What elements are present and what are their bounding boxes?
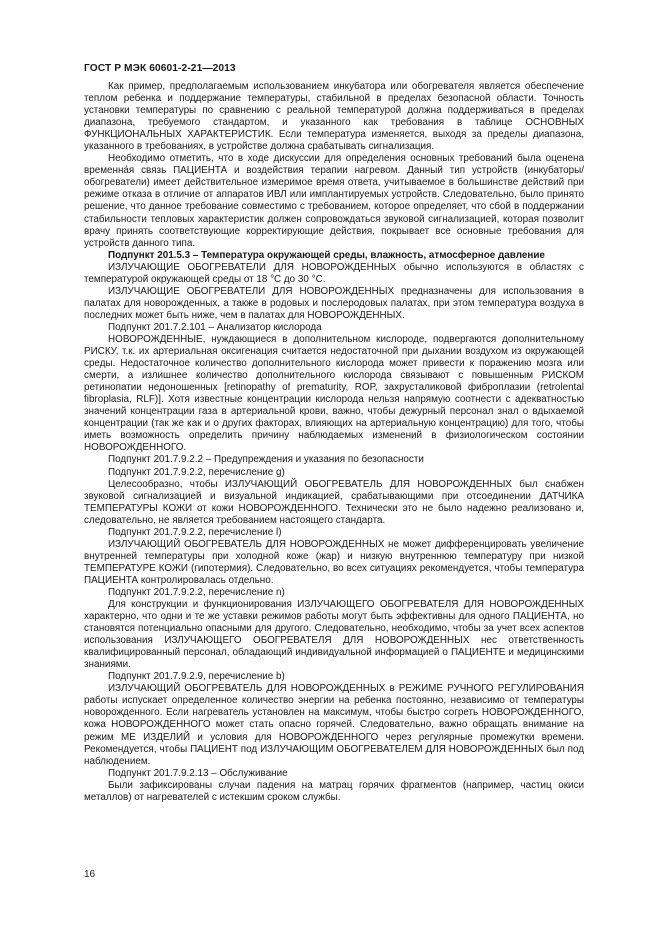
paragraph: Целесообразно, чтобы ИЗЛУЧАЮЩИЙ ОБОГРЕВАТЕЛЬ ДЛЯ НОВОРОЖДЕННЫХ был снабжен звуковой сигнализацией и визуальной индикацией, срабатывающими при отсоединении ДАТЧИКА ТЕМПЕРАТУРЫ КОЖИ от кожи НОВОРОЖДЕННОГО. Технически это не было надежно реализовано и, следовательно, не является требованием настоящего стандарта.	[84, 478, 584, 526]
paragraph: Как пример, предполагаемым использованием инкубатора или обогревателя является обеспечение теплом ребенка и поддержание температуры, стабильной в пределах безопасной области. Точность установки температуры по сравнению с реальной температурой должна поддерживаться в пределах диапазона, требуемого стандартом, и указанного как требования в таблице ОСНОВНЫХ ФУНКЦИОНАЛЬНЫХ ХАРАКТЕРИСТИК. Если температура изменяется, выходя за пределы диапазона, указанного в требованиях, в устройстве должна срабатывать сигнализация.	[84, 81, 584, 153]
document-body	[84, 81, 584, 804]
subsection-heading: Подпункт 201.7.9.2.2 – Предупреждения и указания по безопасности	[108, 454, 424, 466]
subsection-heading: Подпункт 201.7.9.2.2, перечисление g)	[108, 466, 285, 478]
subsection-heading: Подпункт 201.7.9.2.13 – Обслуживание	[108, 767, 288, 779]
paragraph: ИЗЛУЧАЮЩИЙ ОБОГРЕВАТЕЛЬ ДЛЯ НОВОРОЖДЕННЫХ не может дифференцировать увеличение внутренней температуры при холодной коже (жар) и низкую внутреннюю температуру при низкой ТЕМПЕРАТУРЕ КОЖИ (гипотермия). Следовательно, во всех ситуациях рекомендуется, чтобы температура ПАЦИЕНТА контролировалась отдельно.	[84, 538, 584, 586]
paragraph: Были зафиксированы случаи падения на матрац горячих фрагментов (например, частиц окиси металлов) от нагревателей с истекшим сроком службы.	[84, 779, 584, 803]
page-number: 16	[84, 869, 96, 880]
subsection-heading: Подпункт 201.7.9.2.2, перечисление l)	[108, 526, 282, 538]
subsection-heading: Подпункт 201.7.9.2.2, перечисление n)	[108, 586, 285, 598]
standard-header: ГОСТ Р МЭК 60601-2-21—2013	[84, 63, 236, 74]
paragraph: ИЗЛУЧАЮЩИЙ ОБОГРЕВАТЕЛЬ ДЛЯ НОВОРОЖДЕННЫХ в РЕЖИМЕ РУЧНОГО РЕГУЛИРОВАНИЯ работы испускает определенное количество энергии на ребенка постоянно, независимо от температуры новорожденного. Если нагреватель установлен на максимум, чтобы быстро согреть НОВОРОЖДЕННОГО, кожа НОВОРОЖДЕННОГО может стать опасно горячей. Следовательно, важно обращать внимание на режим МЕ ИЗДЕЛИЙ и условия для НОВОРОЖДЕННОГО через регулярные промежутки времени. Рекомендуется, чтобы ПАЦИЕНТ под ИЗЛУЧАЮЩИМ ОБОГРЕВАТЕЛЕМ ДЛЯ НОВОРОЖДЕННЫХ был под наблюдением.	[84, 683, 584, 767]
paragraph: НОВОРОЖДЕННЫЕ, нуждающиеся в дополнительном кислороде, подвергаются дополнительному РИСКУ, т.к. их артериальная оксигенация считается недостаточной при дыхании воздухом из окружающей среды. Недостаточное количество дополнительного кислорода может привести к поражению мозга или смерти, а излишнее количество дополнительного кислорода связывают с повышенным РИСКОМ ретинопатии недоношенных [retinopathy of prematurity, ROP, захрусталиковой фиброплазии (retrolental fibroplasia, RLF)]. Хотя известные концентрации кислорода нельзя напрямую соотнести с адекватностью значений концентрации газа в артериальной крови, важно, чтобы дежурный персонал знал о вдыхаемой концентрации (так же как и о других факторах, влияющих на артериальную концентрацию) для того, чтобы иметь возможность определить причину наблюдаемых изменений в физиологическом состоянии НОВОРОЖДЕННОГО.	[84, 333, 584, 454]
paragraph: ИЗЛУЧАЮЩИЕ ОБОГРЕВАТЕЛИ ДЛЯ НОВОРОЖДЕННЫХ предназначены для использования в палатах для новорожденных, а также в родовых и послеродовых палатах, при этом температура воздуха в последних может быть ниже, чем в палатах для НОВОРОЖДЕННЫХ.	[84, 285, 584, 321]
subsection-heading: Подпункт 201.7.2.101 – Анализатор кислорода	[108, 321, 322, 333]
paragraph: Для конструкции и функционирования ИЗЛУЧАЮЩЕГО ОБОГРЕВАТЕЛЯ ДЛЯ НОВОРОЖДЕННЫХ характерно, что одни и те же уставки режимов работы могут быть эффективны для одного ПАЦИЕНТА, но становятся потенциально опасными для другого. Следовательно, необходимо, чтобы за учет всех аспектов использования ИЗЛУЧАЮЩЕГО ОБОГРЕВАТЕЛЯ ДЛЯ НОВОРОЖДЕННЫХ нес ответственность квалифицированный персонал, обладающий индивидуальной информацией о ПАЦИЕНТЕ и медицинскими знаниями.	[84, 599, 584, 671]
paragraph: Необходимо отметить, что в ходе дискуссии для определения основных требований была оценена временна́я связь ПАЦИЕНТА и воздействия терапии нагревом. Данный тип устройств (инкубаторы/обогреватели) имеет действительное измеримое время ответа, учитываемое в большинстве действий при режиме отказа в отличие от аппаратов ИВЛ или имплантируемых устройств. Следовательно, было принято решение, что данное требование совместимо с требованием, которое определяет, что сбой в поддержании стабильности тепловых характеристик должен сопровождаться звуковой сигнализацией, которая позволит врачу принять соответствующие корректирующие действия, покрывает все основные требования для устройств данного типа.	[84, 153, 584, 249]
section-heading: Подпункт 201.5.3 – Температура окружающей среды, влажность, атмосферное давление	[108, 249, 545, 261]
paragraph: ИЗЛУЧАЮЩИЕ ОБОГРЕВАТЕЛИ ДЛЯ НОВОРОЖДЕННЫХ обычно используются в областях с температурой окружающей среды от 18 °С до 30 °С.	[84, 261, 584, 285]
subsection-heading: Подпункт 201.7.9.2.9, перечисление b)	[108, 671, 285, 683]
